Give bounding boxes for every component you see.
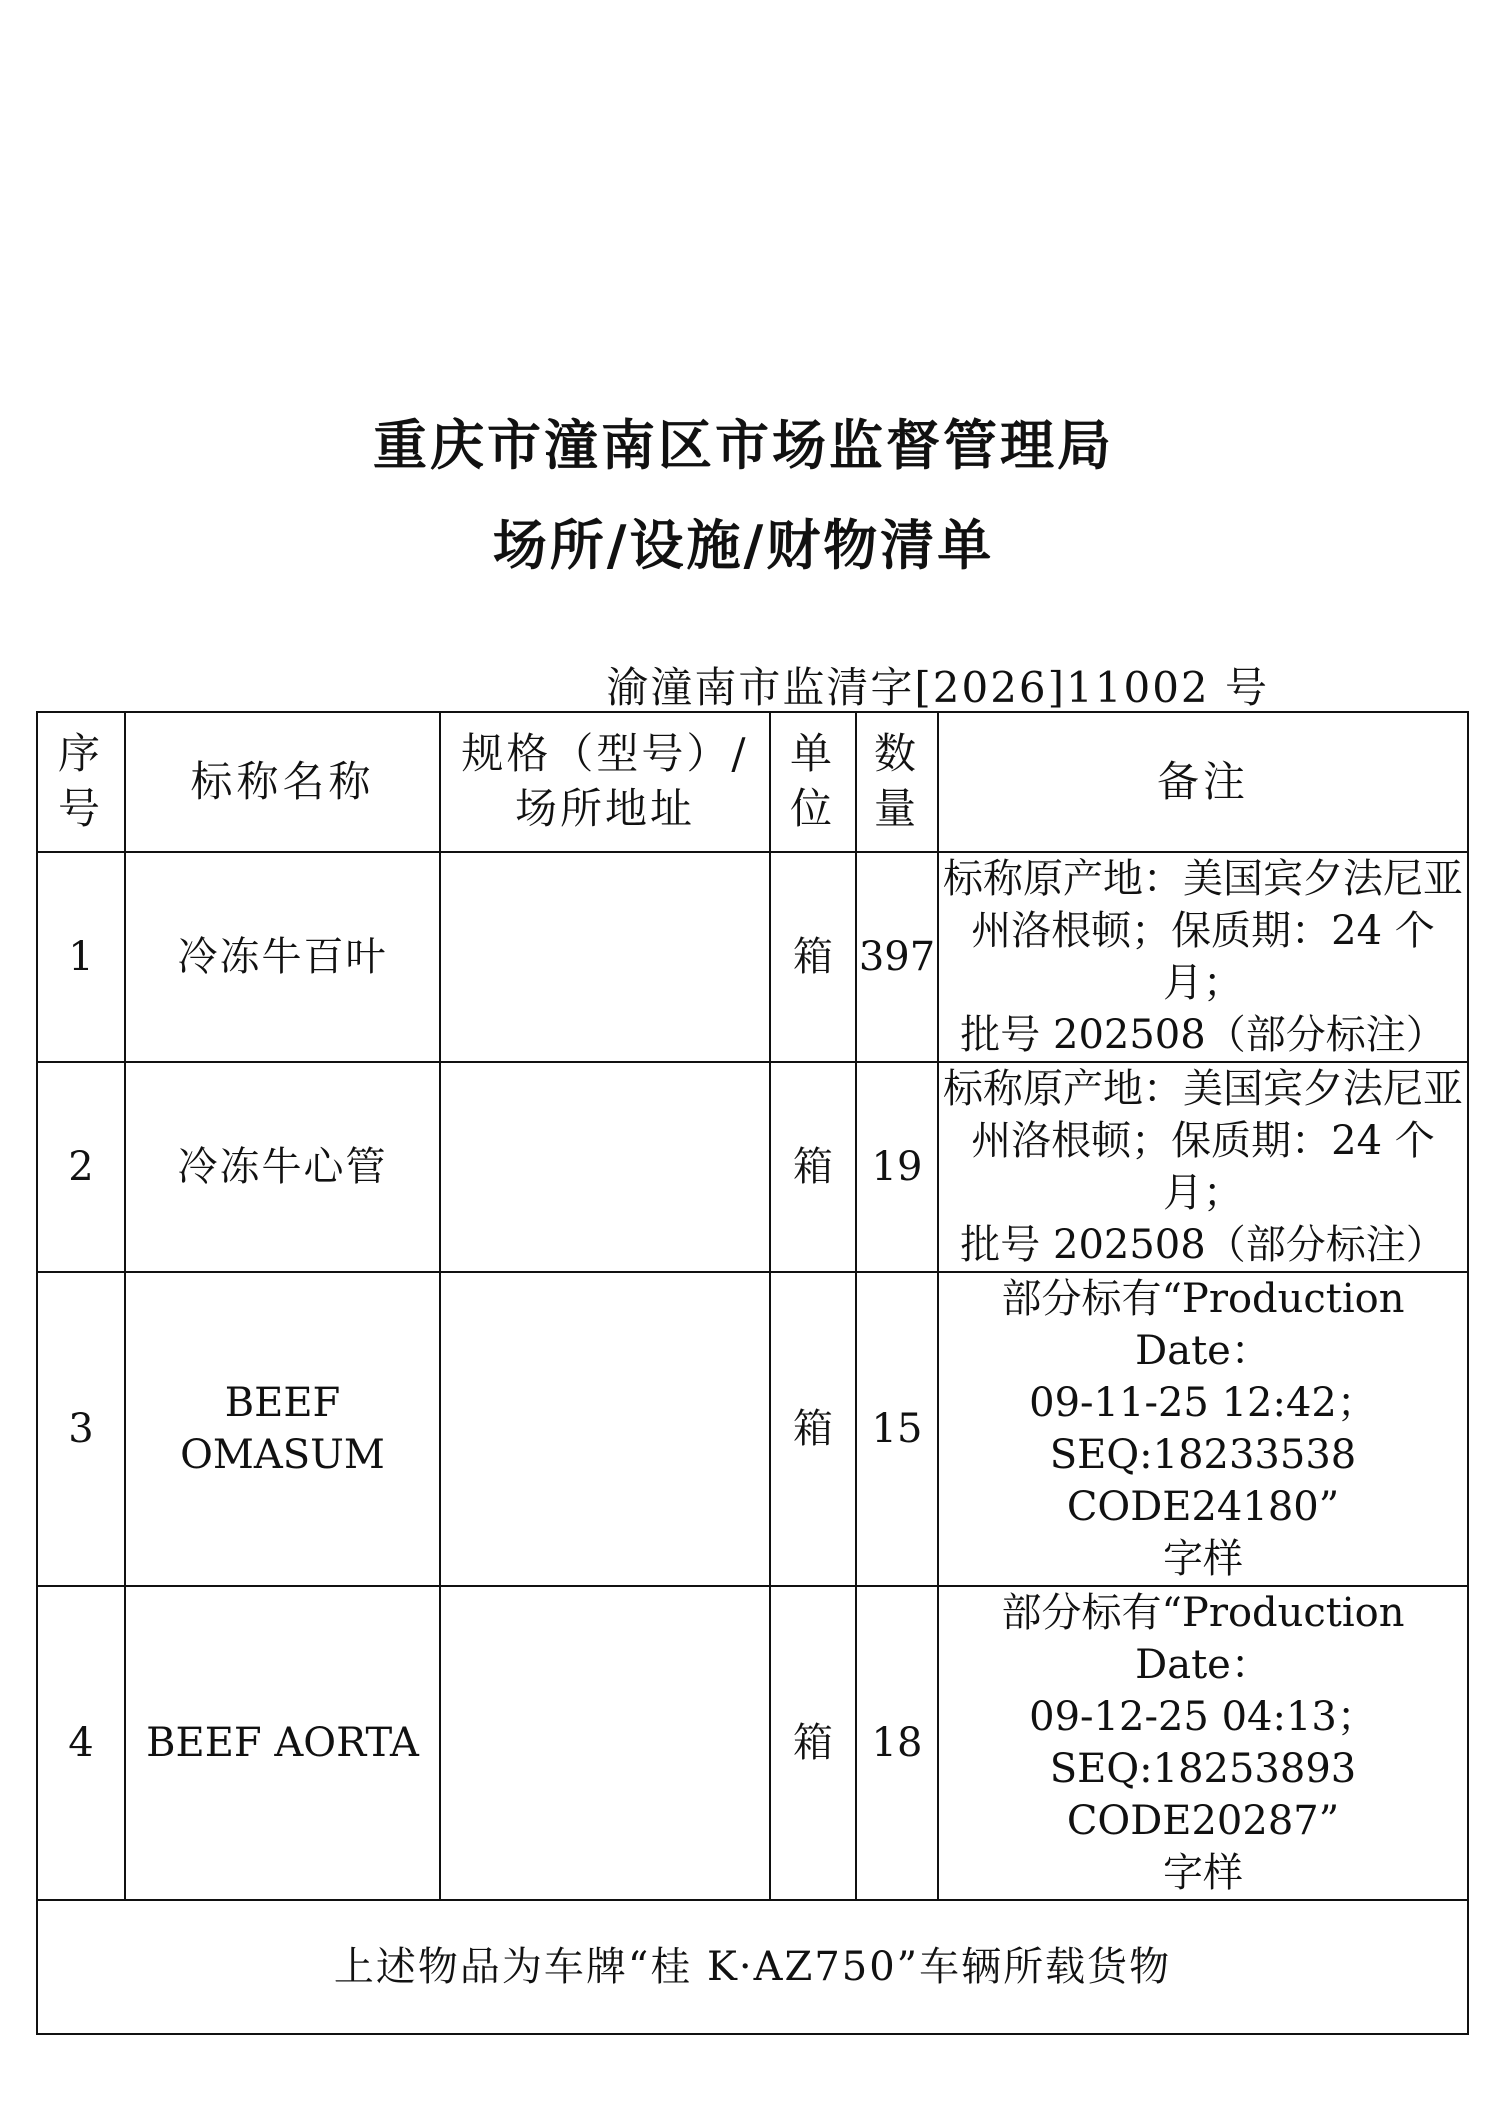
- cell-qty: 15: [856, 1272, 938, 1586]
- cell-seq: 2: [37, 1062, 125, 1272]
- table-row: [37, 1062, 1468, 1272]
- cell-remark: 标称原产地：美国宾夕法尼亚 州洛根顿；保质期：24 个月； 批号 202508（部分标注）: [938, 1062, 1468, 1272]
- inventory-table: [36, 711, 1469, 2035]
- cell-spec: [440, 852, 770, 1062]
- table-header-row: [37, 712, 1468, 852]
- table-row: [37, 1586, 1468, 1900]
- document-title: 重庆市潼南区市场监督管理局: [373, 414, 1114, 477]
- cell-spec: [440, 1062, 770, 1272]
- cell-unit: 箱: [770, 852, 856, 1062]
- cell-remark: 部分标有“Production Date： 09-12-25 04:13； SEQ:18253893 CODE20287” 字样: [938, 1586, 1468, 1900]
- table-row: [37, 852, 1468, 1062]
- header-remark: 备注: [938, 712, 1468, 852]
- cell-spec: [440, 1272, 770, 1586]
- cell-unit: 箱: [770, 1272, 856, 1586]
- cell-name: 冷冻牛百叶: [125, 852, 440, 1062]
- cell-qty: 18: [856, 1586, 938, 1900]
- header-name: 标称名称: [125, 712, 440, 852]
- header-seq: 序 号: [37, 712, 125, 852]
- cell-spec: [440, 1586, 770, 1900]
- cell-remark: 标称原产地：美国宾夕法尼亚 州洛根顿；保质期：24 个月； 批号 202508（部分标注）: [938, 852, 1468, 1062]
- header-qty: 数 量: [856, 712, 938, 852]
- cell-unit: 箱: [770, 1062, 856, 1272]
- header-spec: 规格（型号）/ 场所地址: [440, 712, 770, 852]
- cell-seq: 3: [37, 1272, 125, 1586]
- cell-name: 冷冻牛心管: [125, 1062, 440, 1272]
- document-number: 渝潼南市监清字[2026]11002 号: [606, 663, 1269, 712]
- document-subtitle: 场所/设施/财物清单: [492, 514, 995, 577]
- header-unit: 单 位: [770, 712, 856, 852]
- table-row: [37, 1272, 1468, 1586]
- cell-seq: 4: [37, 1586, 125, 1900]
- cell-qty: 397: [856, 852, 938, 1062]
- cell-remark: 部分标有“Production Date： 09-11-25 12:42； SEQ:18233538 CODE24180” 字样: [938, 1272, 1468, 1586]
- table-footer-row: [37, 1900, 1468, 2034]
- cell-qty: 19: [856, 1062, 938, 1272]
- cargo-note: 上述物品为车牌“桂 K·AZ750”车辆所载货物: [37, 1900, 1468, 2034]
- cell-name: BEEF AORTA: [125, 1586, 440, 1900]
- cell-name: BEEF OMASUM: [125, 1272, 440, 1586]
- cell-unit: 箱: [770, 1586, 856, 1900]
- cell-seq: 1: [37, 852, 125, 1062]
